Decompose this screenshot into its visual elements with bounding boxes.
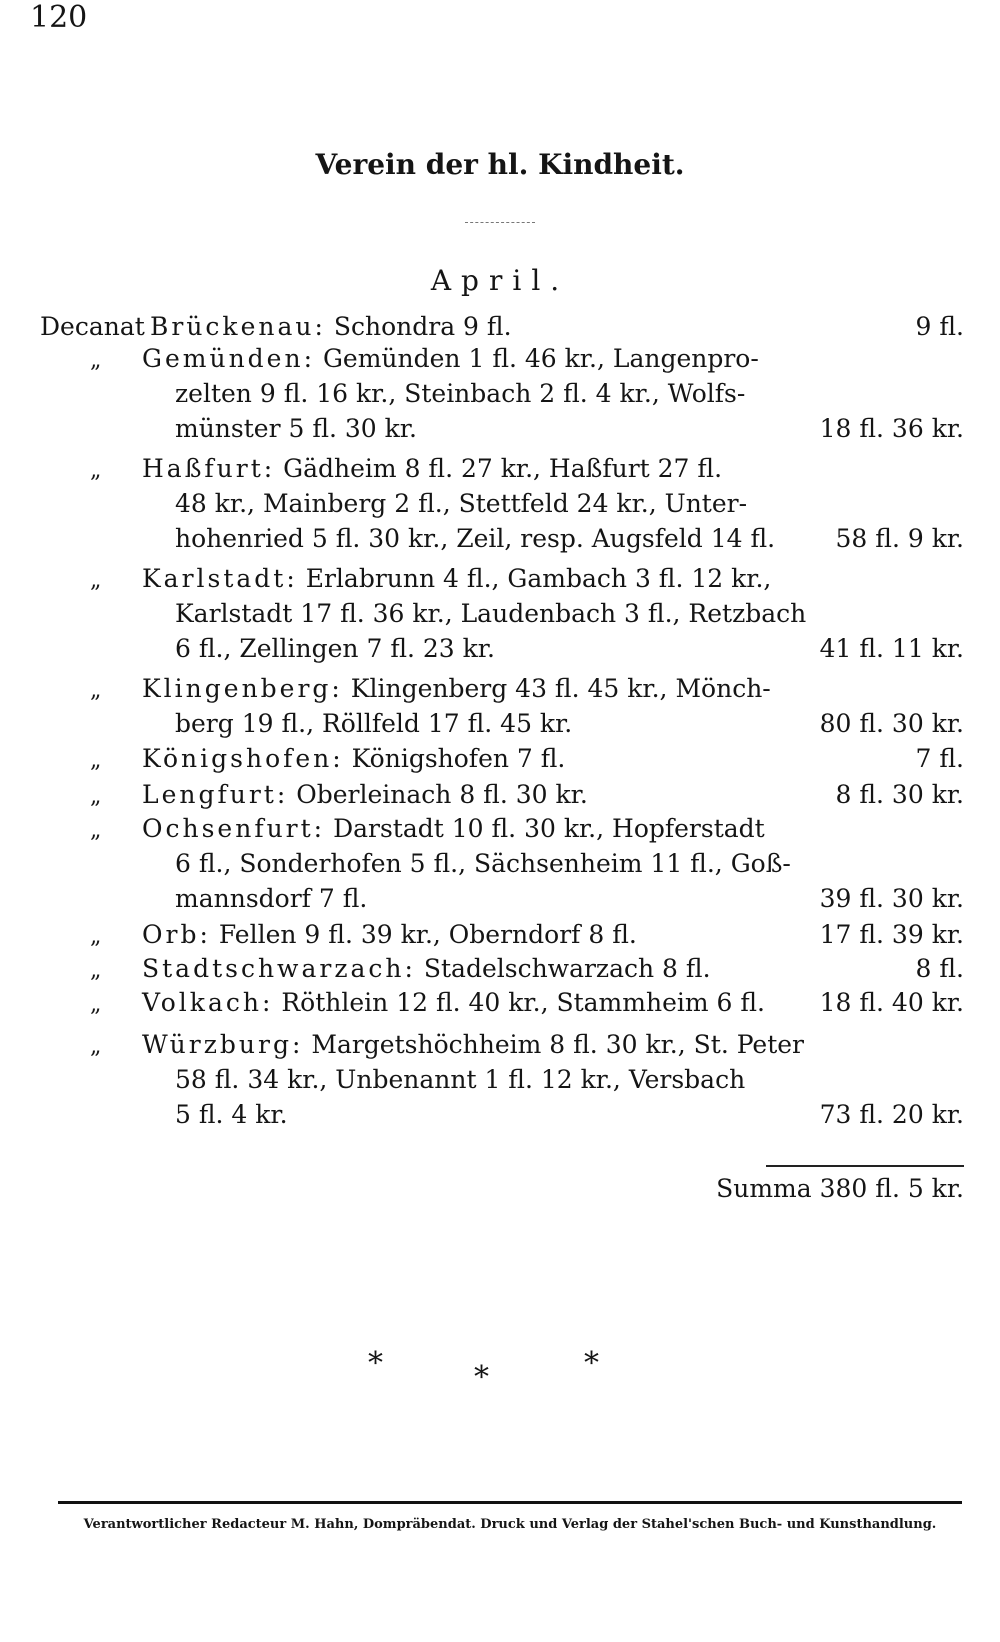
ditto-mark: „ [90, 348, 102, 373]
entry-line [175, 489, 747, 518]
entry-amount: 39 fl. 30 kr. [819, 884, 964, 913]
parish-donations: Oberleinach 8 fl. 30 kr. [296, 780, 588, 809]
entry-amount: 80 fl. 30 kr. [819, 709, 964, 738]
entry-amount: 18 fl. 36 kr. [819, 414, 964, 443]
entry-line [142, 564, 771, 593]
entry-amount: 8 fl. 30 kr. [835, 780, 964, 809]
entry-amount: 7 fl. [915, 744, 964, 773]
ditto-mark: „ [90, 568, 102, 593]
ditto-mark: „ [90, 678, 102, 703]
decanat-name: Lengfurt: [142, 780, 289, 809]
decanat-name: Würzburg: [142, 1030, 304, 1059]
entry-line [175, 884, 367, 913]
parish-donations: Stadelschwarzach 8 fl. [423, 954, 711, 983]
parish-donations: Gädheim 8 fl. 27 kr., Haßfurt 27 fl. [283, 454, 723, 483]
entry-amount: 8 fl. [915, 954, 964, 983]
footer-rule [58, 1501, 962, 1504]
decanat-name: Orb: [142, 920, 211, 949]
entry-line [142, 674, 771, 703]
entry-amount: 58 fl. 9 kr. [835, 524, 964, 553]
parish-donations: mannsdorf 7 fl. [175, 884, 368, 913]
entry-line [175, 634, 495, 663]
entry-line [175, 414, 417, 443]
decanat-name: Klingenberg: [142, 674, 343, 703]
entry-amount: 73 fl. 20 kr. [819, 1100, 964, 1129]
entry-line [142, 780, 588, 809]
ditto-mark: „ [90, 458, 102, 483]
star-mark: * [368, 1346, 383, 1381]
entry-line [142, 988, 765, 1017]
decanat-label: Decanat [40, 312, 145, 341]
parish-donations: Margetshöchheim 8 fl. 30 kr., St. Peter [311, 1030, 804, 1059]
parish-donations: münster 5 fl. 30 kr. [175, 414, 417, 443]
parish-donations: 48 kr., Mainberg 2 fl., Stettfeld 24 kr., Unter- [175, 489, 748, 518]
parish-donations: 6 fl., Sonderhofen 5 fl., Sächsenheim 11 fl., Goß- [175, 849, 791, 878]
entry-line [142, 454, 722, 483]
parish-donations: Gemünden 1 fl. 46 kr., Langenpro- [322, 344, 759, 373]
parish-donations: Erlabrunn 4 fl., Gambach 3 fl. 12 kr., [305, 564, 772, 593]
star-mark: * [474, 1360, 489, 1395]
parish-donations: zelten 9 fl. 16 kr., Steinbach 2 fl. 4 kr., Wolfs- [175, 379, 746, 408]
imprint-footer: Verantwortlicher Redacteur M. Hahn, Dompräbendat. Druck und Verlag der Stahel'schen Buch- und Kunsthandlung. [83, 1517, 937, 1532]
title-divider [465, 222, 535, 223]
entry-line [142, 1030, 804, 1059]
entry-line [175, 709, 572, 738]
decanat-name: Ochsenfurt: [142, 814, 326, 843]
parish-donations: Röthlein 12 fl. 40 kr., Stammheim 6 fl. [281, 988, 765, 1017]
sum-rule [766, 1165, 964, 1167]
entry-line [175, 524, 775, 553]
decanat-name: Karlstadt: [142, 564, 298, 593]
entry-amount: 17 fl. 39 kr. [819, 920, 964, 949]
ditto-mark: „ [90, 924, 102, 949]
ditto-mark: „ [90, 992, 102, 1017]
entry-line [175, 599, 806, 628]
decanat-name: Haßfurt: [142, 454, 276, 483]
decanat-name: Brückenau: [150, 312, 326, 341]
month-heading: April. [430, 264, 570, 297]
entry-line [142, 744, 565, 773]
entry-line [175, 379, 745, 408]
parish-donations: 6 fl., Zellingen 7 fl. 23 kr. [175, 634, 495, 663]
entry-amount: 18 fl. 40 kr. [819, 988, 964, 1017]
parish-donations: Schondra 9 fl. [333, 312, 512, 341]
parish-donations: 5 fl. 4 kr. [175, 1100, 288, 1129]
parish-donations: hohenried 5 fl. 30 kr., Zeil, resp. Augsfeld 14 fl. [175, 524, 776, 553]
decanat-name: Volkach: [142, 988, 274, 1017]
entry-line [142, 920, 637, 949]
parish-donations: berg 19 fl., Röllfeld 17 fl. 45 kr. [175, 709, 573, 738]
parish-donations: 58 fl. 34 kr., Unbenannt 1 fl. 12 kr., Versbach [175, 1065, 746, 1094]
parish-donations: Darstadt 10 fl. 30 kr., Hopferstadt [333, 814, 765, 843]
summa-total: Summa 380 fl. 5 kr. [716, 1174, 964, 1203]
decanat-name: Stadtschwarzach: [142, 954, 416, 983]
ditto-mark: „ [90, 958, 102, 983]
ditto-mark: „ [90, 748, 102, 773]
parish-donations: Fellen 9 fl. 39 kr., Oberndorf 8 fl. [218, 920, 637, 949]
entry-line [175, 849, 791, 878]
parish-donations: Karlstadt 17 fl. 36 kr., Laudenbach 3 fl., Retzbach [175, 599, 807, 628]
ditto-mark: „ [90, 1034, 102, 1059]
page-title: Verein der hl. Kindheit. [315, 148, 685, 181]
ditto-mark: „ [90, 784, 102, 809]
entry-amount: 41 fl. 11 kr. [819, 634, 964, 663]
entry-line [175, 1065, 745, 1094]
ditto-mark: „ [90, 818, 102, 843]
entry-line [175, 1100, 288, 1129]
decanat-name: Königshofen: [142, 744, 344, 773]
entry-amount: 9 fl. [915, 312, 964, 341]
page-number: 120 [30, 0, 88, 35]
entry-line [142, 344, 759, 373]
star-mark: * [584, 1346, 599, 1381]
entry-line [142, 814, 765, 843]
parish-donations: Königshofen 7 fl. [351, 744, 566, 773]
entry-line [150, 312, 512, 341]
entry-line [142, 954, 711, 983]
parish-donations: Klingenberg 43 fl. 45 kr., Mönch- [350, 674, 771, 703]
decanat-name: Gemünden: [142, 344, 315, 373]
